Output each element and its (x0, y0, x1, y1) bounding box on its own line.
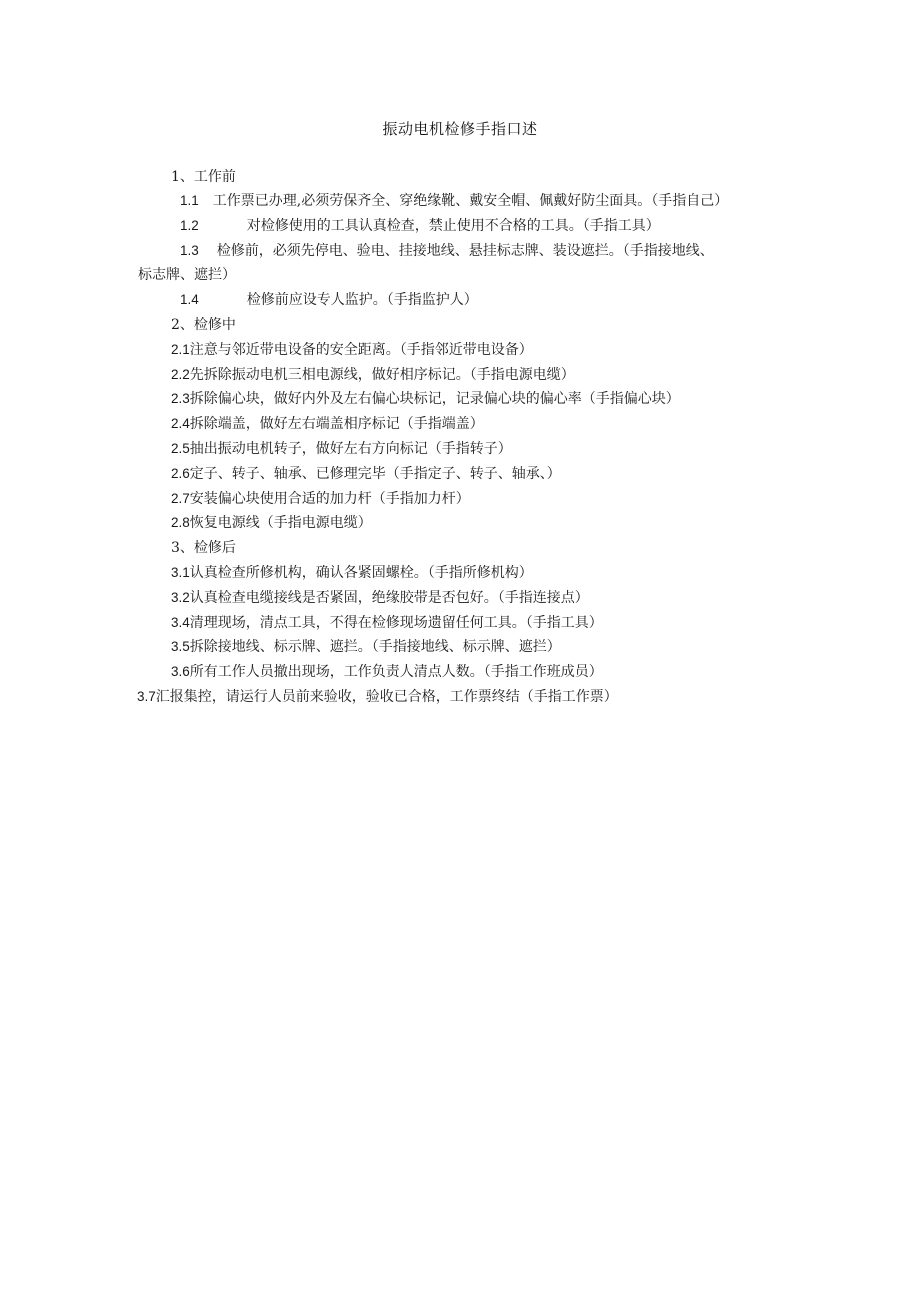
item-number: 2.4 (171, 416, 190, 431)
item-text: 定子、转子、轴承、已修理完毕（手指定子、转子、轴承、） (189, 466, 561, 482)
list-item (171, 389, 680, 409)
list-item (171, 489, 470, 509)
page-title: 振动电机检修手指口述 (382, 120, 538, 138)
item-text: 恢复电源线（手指电源电缆） (189, 515, 372, 531)
list-item (171, 439, 512, 459)
item-number: 2.3 (171, 391, 190, 406)
item-number: 3.2 (171, 590, 190, 605)
section-heading: 1、工作前 (171, 169, 236, 185)
item-continuation: 标志牌、遮拦） (138, 267, 236, 283)
list-item (171, 662, 603, 682)
item-text: 检修前，必须先停电、验电、挂接地线、悬挂标志牌、装设遮拦。（手指接地线、 (216, 243, 714, 259)
list-item (171, 365, 575, 385)
item-number: 2.5 (171, 441, 190, 456)
item-text: 安装偏心块使用合适的加力杆（手指加力杆） (189, 491, 470, 507)
item-number: 1.4 (180, 292, 199, 307)
section-heading: 2、检修中 (171, 317, 236, 333)
list-item (137, 687, 618, 707)
item-text: 拆除接地线、标示牌、遮拦。（手指接地线、标示牌、遮拦） (189, 639, 561, 655)
list-item (171, 464, 561, 484)
item-text: 清理现场，清点工具，不得在检修现场遗留任何工具。（手指工具） (189, 615, 603, 631)
item-number: 2.1 (171, 342, 190, 357)
item-number: 3.7 (137, 689, 156, 704)
section-heading: 3、检修后 (171, 540, 236, 556)
item-text: 抽出振动电机转子，做好左右方向标记（手指转子） (189, 441, 512, 457)
item-text: 汇报集控，请运行人员前来验收，验收已合格，工作票终结（手指工作票） (155, 689, 618, 705)
item-text: 所有工作人员撤出现场，工作负责人清点人数。（手指工作班成员） (189, 664, 603, 680)
item-number: 1.2 (180, 218, 199, 233)
list-item (180, 191, 728, 211)
item-number: 2.7 (171, 491, 190, 506)
list-item (180, 241, 714, 261)
list-item (171, 414, 484, 434)
list-item (171, 613, 603, 633)
item-text: 检修前应设专人监护。（手指监护人） (246, 292, 478, 308)
item-number: 1.3 (180, 243, 199, 258)
list-item (171, 637, 561, 657)
item-number: 3.5 (171, 639, 190, 654)
item-number: 3.4 (171, 615, 190, 630)
item-text: 认真检查电缆接线是否紧固，绝缘胶带是否包好。（手指连接点） (189, 590, 589, 606)
list-item (171, 513, 372, 533)
item-number: 3.6 (171, 664, 190, 679)
item-number: 2.2 (171, 367, 190, 382)
list-item (171, 588, 589, 608)
item-text: 认真检查所修机构，确认各紧固螺栓。（手指所修机构） (189, 565, 533, 581)
item-text: 拆除端盖，做好左右端盖相序标记（手指端盖） (189, 416, 484, 432)
list-item (180, 290, 478, 310)
item-number: 1.1 (180, 193, 199, 208)
item-text: 对检修使用的工具认真检查，禁止使用不合格的工具。（手指工具） (246, 218, 660, 234)
item-text: 先拆除振动电机三相电源线，做好相序标记。（手指电源电缆） (189, 367, 575, 383)
list-item (171, 563, 533, 583)
item-number: 2.6 (171, 466, 190, 481)
item-number: 3.1 (171, 565, 190, 580)
item-text: 注意与邻近带电设备的安全距离。（手指邻近带电设备） (189, 342, 533, 358)
item-text: 拆除偏心块，做好内外及左右偏心块标记，记录偏心块的偏心率（手指偏心块） (189, 391, 680, 407)
list-item (180, 216, 660, 236)
item-text: 工作票已办理,必须劳保齐全、穿绝缘靴、戴安全帽、佩戴好防尘面具。（手指自己） (212, 193, 729, 209)
item-number: 2.8 (171, 515, 190, 530)
list-item (171, 340, 533, 360)
